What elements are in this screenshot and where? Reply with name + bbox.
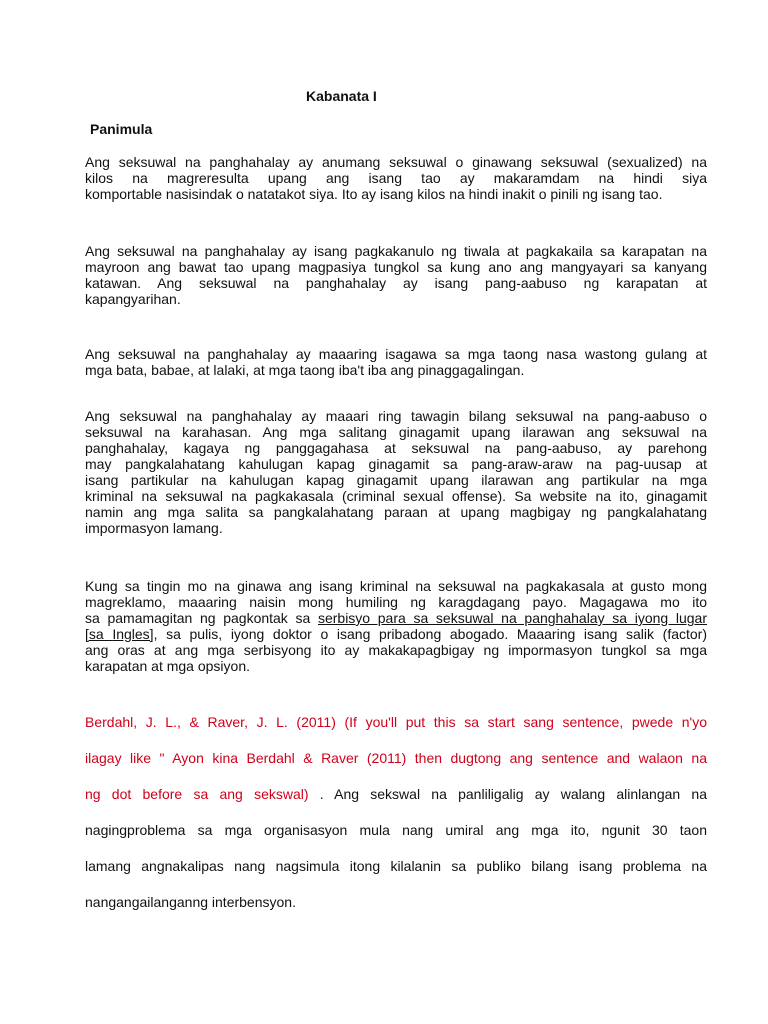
text-line: karapatan at mga opsiyon. [85,658,250,674]
paragraph-4 [85,408,707,536]
paragraph-1 [85,154,707,202]
text-line: kriminal na seksuwal na pagkakasala (criminal sexual offense). Sa website na ito, ginagamit [85,488,707,504]
text-line: magreklamo, maaaring naisin mong humiling ng karagdagang payo. Magagawa mo ito [85,594,707,610]
text-line: kapangyarihan. [85,291,181,307]
text-line: mga bata, babae, at lalaki, at mga taong iba't iba ang pinaggagalingan. [85,362,525,378]
paragraph-5 [85,578,707,674]
text-line: katawan. Ang seksuwal na panghahalay ay isang pang-aabuso ng karapatan at [85,275,707,291]
text-line: namin ang mga salita sa pangkalahatang paraan at upang magbigay ng pangkalahatang [85,504,707,520]
text-line: nagingproblema sa mga organisasyon mula nang umiral ang mga ito, ngunit 30 taon [85,822,707,838]
text-line: komportable nasisindak o natatakot siya. Ito ay isang kilos na hindi inakit o pinili ng isang tao. [85,186,663,202]
text-line: mayroon ang bawat tao upang magpasiya tungkol sa kung ano ang mangyayari sa kanyang [85,259,707,275]
comment-span: ng dot before sa ang sekswal) [85,786,309,802]
text-line: lamang angnakalipas nang nagsimula itong kilalanin sa publiko bilang isang problema na [85,858,707,874]
english-link-prefix[interactable]: [sa [85,626,113,642]
text-span: , sa pulis, iyong doktor o isang pribadong abogado. Maaaring isang salik (factor) [153,626,707,642]
text-line: panghahalay, kagaya ng panggagahasa at seksuwal na pang-aabuso, ay parehong [85,440,707,456]
text-line: may pangkalahatang kahulugan kapag ginagamit sa pang-araw-araw na pag-uusap at [85,456,707,472]
text-line: kilos na magreresulta upang ang isang tao ay makaramdam na hindi siya [85,170,707,186]
english-link[interactable]: Ingles] [112,626,154,642]
text-line [85,610,707,626]
paragraph-2 [85,243,707,307]
chapter-title: Kabanata I [306,88,377,104]
text-line: Ang seksuwal na panghahalay ay maaari ring tawagin bilang seksuwal na pang-aabuso o [85,408,707,424]
comment-line: Berdahl, J. L., & Raver, J. L. (2011) (If you'll put this sa start sang sentence, pwede n'yo [85,714,707,730]
text-span: sa pamamagitan ng pagkontak sa [85,610,318,626]
text-line [85,776,707,812]
section-title: Panimula [90,121,153,137]
text-line: Ang seksuwal na panghahalay ay maaaring isagawa sa mga taong nasa wastong gulang at [85,346,707,362]
text-line: Ang seksuwal na panghahalay ay anumang seksuwal o ginawang seksuwal (sexualized) na [85,154,707,170]
service-link[interactable]: serbisyo para sa seksuwal na panghahalay sa iyong lugar [317,610,707,626]
text-line: ang oras at ang mga serbisyong ito ay makakapagbigay ng impormasyon tungkol sa mga [85,642,707,658]
text-line: seksuwal na karahasan. Ang mga salitang ginagamit upang ilarawan ang seksuwal na [85,424,707,440]
paragraph-6 [85,704,707,920]
text-line: Kung sa tingin mo na ginawa ang isang kriminal na seksuwal na pagkakasala at gusto mong [85,578,707,594]
text-line [85,626,707,642]
comment-line: ilagay like " Ayon kina Berdahl & Raver (2011) then dugtong ang sentence and walaon na [85,750,707,766]
paragraph-3 [85,346,707,378]
text-line: Ang seksuwal na panghahalay ay isang pagkakanulo ng tiwala at pagkakaila sa karapatan na [85,243,707,259]
text-line: impormasyon lamang. [85,520,223,536]
text-line: nangangailanganng interbensyon. [85,894,296,910]
text-line: isang partikular na kahulugan kapag ginagamit upang ilarawan ang partikular na mga [85,472,707,488]
text-span: . Ang sekswal na panliligalig ay walang alinlangan na [308,786,708,802]
